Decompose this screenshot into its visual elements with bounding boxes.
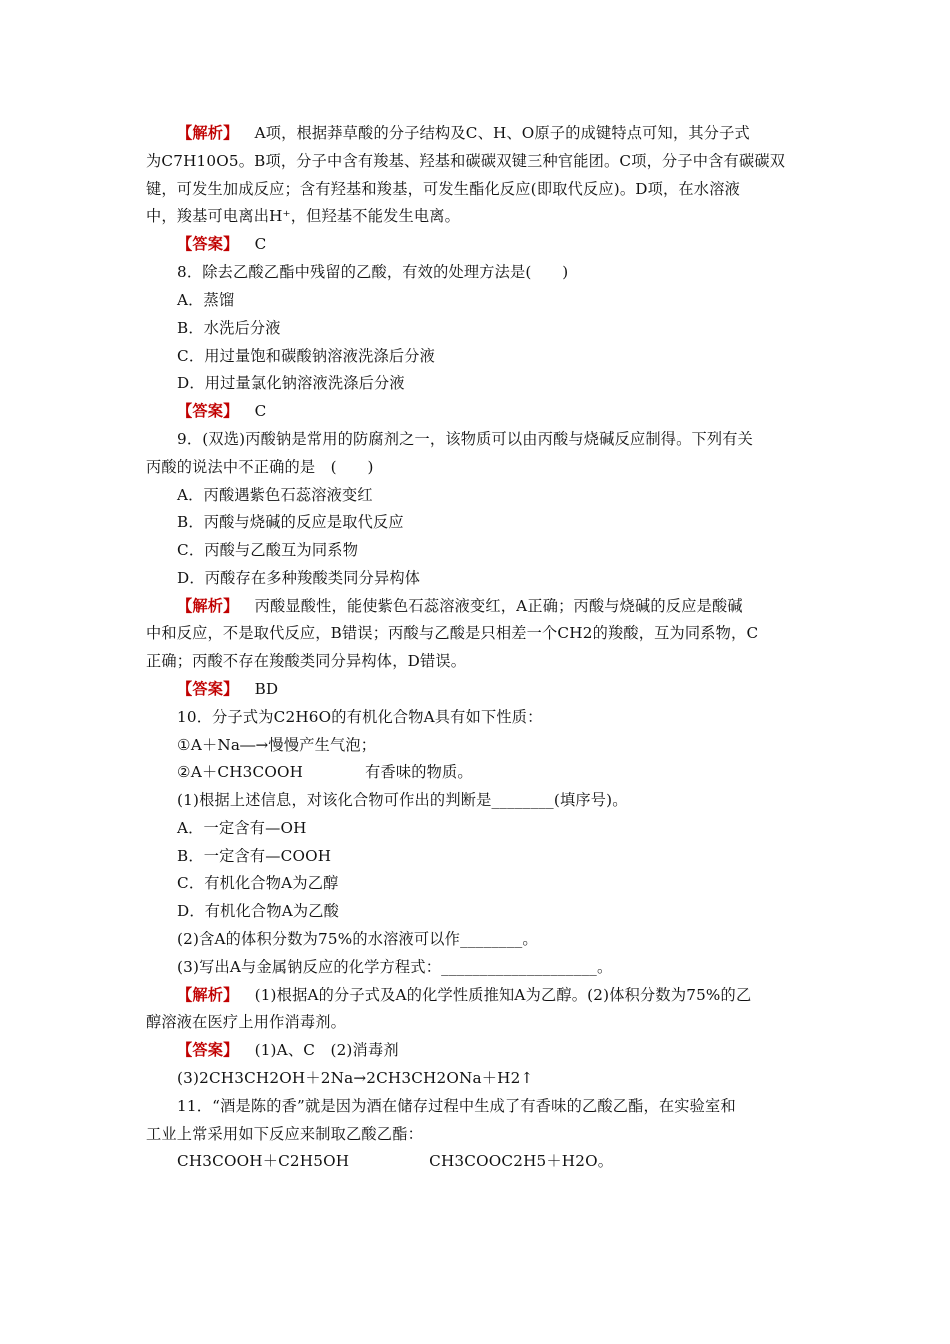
prev-analysis-line-4: 中，羧基可电离出H⁺，但羟基不能发生电离。	[146, 207, 461, 225]
q9-stem-line-2: 丙酸的说法中不正确的是 ( )	[146, 458, 374, 476]
q8-stem: 8．除去乙酸乙酯中残留的乙酸，有效的处理方法是( )	[177, 263, 569, 281]
answer-tag: 【答案】	[177, 1041, 239, 1059]
q9-analysis-line-1: 【解析】 丙酸显酸性，能使紫色石蕊溶液变红，A正确；丙酸与烧碱的反应是酸碱	[177, 597, 743, 615]
q8-option-a: A．蒸馏	[177, 291, 235, 309]
q9-analysis-line-2: 中和反应，不是取代反应，B错误；丙酸与乙酸是只相差一个CH2的羧酸，互为同系物，C	[146, 624, 759, 642]
q11-equation: CH3COOH＋C2H5OH CH3COOC2H5＋H2O。	[177, 1152, 614, 1170]
q10-option-c: C．有机化合物A为乙醇	[177, 874, 339, 892]
q10-property-1: ①A＋Na―→慢慢产生气泡；	[177, 736, 377, 754]
q9-analysis-line-3: 正确；丙酸不存在羧酸类同分异构体，D错误。	[146, 652, 467, 670]
q10-subquestion-2: (2)含A的体积分数为75%的水溶液可以作________。	[177, 930, 538, 948]
q11-stem-line-1: 11．“酒是陈的香”就是因为酒在储存过程中生成了有香味的乙酸乙酯，在实验室和	[177, 1097, 736, 1115]
analysis-tag: 【解析】	[177, 597, 239, 615]
q10-subquestion-1: (1)根据上述信息，对该化合物可作出的判断是________(填序号)。	[177, 791, 628, 809]
q9-stem-line-1: 9．(双选)丙酸钠是常用的防腐剂之一，该物质可以由丙酸与烧碱反应制得。下列有关	[177, 430, 754, 448]
q11-stem-line-2: 工业上常采用如下反应来制取乙酸乙酯：	[146, 1125, 423, 1143]
q10-analysis-line-2: 醇溶液在医疗上用作消毒剂。	[146, 1013, 347, 1031]
q10-subquestion-3: (3)写出A与金属钠反应的化学方程式：____________________。	[177, 958, 613, 976]
q8-answer: 【答案】 C	[177, 402, 267, 420]
q8-option-c: C．用过量饱和碳酸钠溶液洗涤后分液	[177, 347, 436, 365]
q9-option-c: C．丙酸与乙酸互为同系物	[177, 541, 359, 559]
analysis-tag: 【解析】	[177, 986, 239, 1004]
prev-analysis-line-1: 【解析】 A项，根据莽草酸的分子结构及C、H、O原子的成键特点可知，其分子式	[177, 124, 750, 142]
answer-tag: 【答案】	[177, 402, 239, 420]
q10-option-b: B．一定含有—COOH	[177, 847, 332, 865]
q10-answer-line-1: 【答案】 (1)A、C (2)消毒剂	[177, 1041, 399, 1059]
q9-answer: 【答案】 BD	[177, 680, 279, 698]
q10-stem: 10．分子式为C2H6O的有机化合物A具有如下性质：	[177, 708, 543, 726]
analysis-tag: 【解析】	[177, 124, 239, 142]
q10-property-2: ②A＋CH3COOH 有香味的物质。	[177, 763, 473, 781]
q10-analysis-line-1: 【解析】 (1)根据A的分子式及A的化学性质推知A为乙醇。(2)体积分数为75%的乙	[177, 986, 752, 1004]
q9-option-b: B．丙酸与烧碱的反应是取代反应	[177, 513, 404, 531]
q10-answer-line-2: (3)2CH3CH2OH＋2Na→2CH3CH2ONa＋H2↑	[177, 1069, 534, 1087]
q9-option-a: A．丙酸遇紫色石蕊溶液变红	[177, 486, 373, 504]
q8-option-d: D．用过量氯化钠溶液洗涤后分液	[177, 374, 405, 392]
q9-option-d: D．丙酸存在多种羧酸类同分异构体	[177, 569, 421, 587]
prev-analysis-line-3: 键，可发生加成反应；含有羟基和羧基，可发生酯化反应(即取代反应)。D项，在水溶液	[146, 180, 740, 198]
answer-tag: 【答案】	[177, 235, 239, 253]
prev-analysis-line-2: 为C7H10O5。B项，分子中含有羧基、羟基和碳碳双键三种官能团。C项，分子中含有碳碳双	[146, 152, 786, 170]
answer-tag: 【答案】	[177, 680, 239, 698]
q8-option-b: B．水洗后分液	[177, 319, 281, 337]
q10-option-a: A．一定含有—OH	[177, 819, 307, 837]
q10-option-d: D．有机化合物A为乙酸	[177, 902, 340, 920]
prev-answer: 【答案】 C	[177, 235, 267, 253]
